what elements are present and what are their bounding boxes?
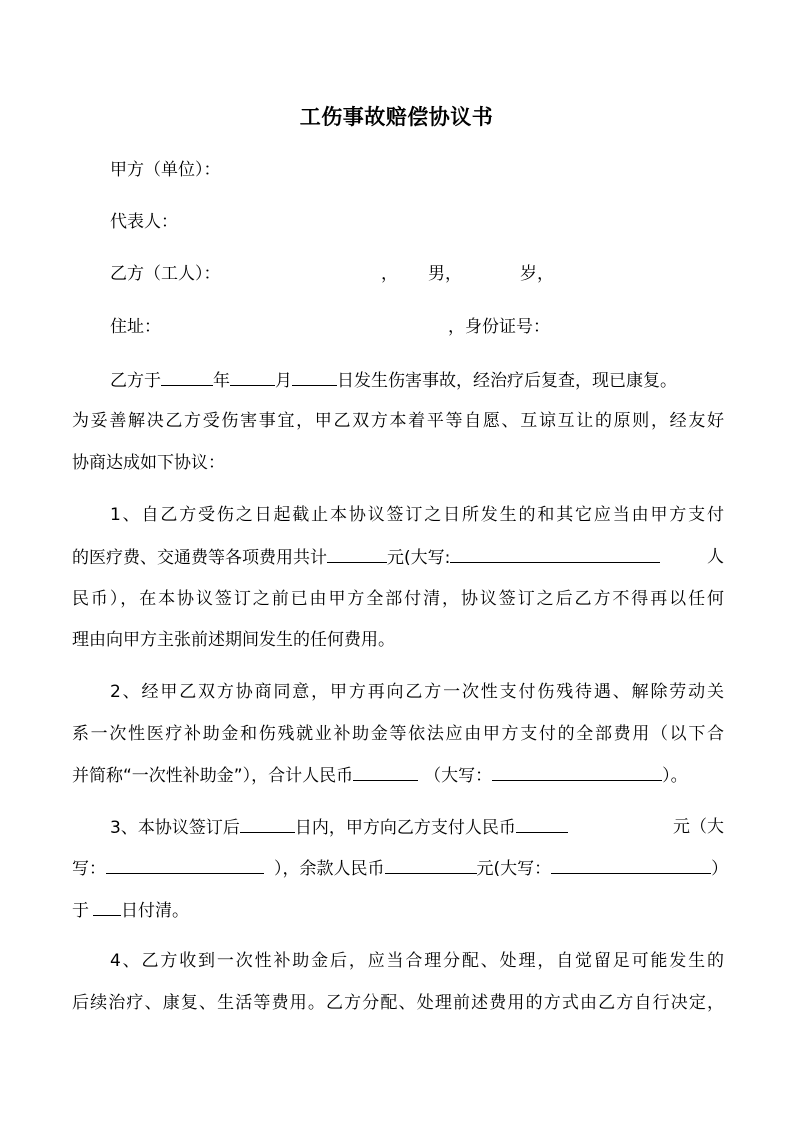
clause3-text-a: 3、本协议签订后	[110, 818, 240, 838]
clause3-text-c: 元（大	[673, 817, 724, 837]
clause2-text-b: （大写：	[424, 766, 493, 786]
clause2-line-2: 系一次性医疗补助金和伤残就业补助金等依法应由甲方支付的全部费用（以下合	[72, 724, 724, 744]
clause3-line-2	[72, 856, 729, 881]
clause2-line-3	[72, 763, 724, 788]
clause3-text-e: ），余款人民币	[274, 859, 385, 879]
blank-first-payment-capital	[106, 856, 264, 874]
clause1-line-3: 民币），在本协议签订之前已由甲方全部付清，协议签订之后乙方不得再以任何	[72, 589, 724, 609]
blank-total-fee	[327, 545, 387, 563]
party-a-label: 甲方（单位）：	[110, 160, 221, 180]
clause1-line-1: 1、自乙方受伤之日起截止本协议签订之日所发生的和其它应当由甲方支付	[110, 505, 724, 525]
clause1-text-a: 的医疗费、交通费等各项费用共计	[72, 548, 327, 568]
address-label: 住址：	[110, 317, 161, 337]
document-title: 工伤事故赔偿协议书	[299, 104, 494, 129]
blank-balance	[385, 856, 477, 874]
party-b-line	[110, 262, 724, 286]
clause3-text-g: ）	[711, 859, 729, 879]
blank-final-date	[93, 898, 121, 916]
blank-year	[161, 368, 213, 386]
clause3-text-b: 日内，甲方向乙方支付人民币	[294, 818, 516, 838]
intro-year-label: 年	[213, 371, 230, 391]
clause3-line-1	[110, 815, 724, 840]
intro-line-1	[110, 368, 724, 393]
clause3-line-3	[72, 898, 724, 923]
clause3-text-f: 元(大写：	[476, 859, 552, 879]
clause1-line-4: 理由向甲方主张前述期间发生的任何费用。	[72, 630, 395, 650]
clause1-line-2	[72, 545, 724, 570]
party-b-age: 岁，	[520, 264, 554, 284]
intro-line-2: 为妥善解决乙方受伤害事宜，甲乙双方本着平等自愿、互谅互让的原则，经友好	[72, 411, 724, 431]
blank-day	[292, 368, 337, 386]
clause3-text-d: 写：	[72, 859, 106, 879]
clause4-line-1: 4、乙方收到一次性补助金后，应当合理分配、处理，自觉留足可能发生的	[110, 951, 724, 971]
blank-lump-sum	[353, 763, 418, 781]
intro-text-a: 乙方于	[110, 371, 161, 391]
id-number-label: ，身份证号：	[448, 317, 550, 337]
clause3-text-h: 于	[72, 901, 89, 921]
party-b-label: 乙方（工人）：	[110, 264, 221, 284]
blank-total-fee-capital	[450, 545, 660, 563]
blank-month	[230, 368, 275, 386]
clause2-text-c: ）。	[662, 766, 688, 786]
address-line	[110, 315, 724, 339]
clause2-text-a: 并简称“一次性补助金”），合计人民币	[72, 766, 354, 786]
party-b-comma: ，	[381, 264, 398, 284]
clause4-line-2: 后续治疗、康复、生活等费用。乙方分配、处理前述费用的方式由乙方自行决定，	[72, 993, 724, 1013]
blank-balance-capital	[551, 856, 711, 874]
intro-month-label: 月	[275, 371, 292, 391]
clause2-line-1: 2、经甲乙双方协商同意，甲方再向乙方一次性支付伤残待遇、解除劳动关	[110, 682, 724, 702]
representative-label: 代表人：	[110, 212, 178, 232]
intro-line-3: 协商达成如下协议：	[72, 453, 225, 473]
intro-text-rest: 日发生伤害事故，经治疗后复查，现已康复。	[337, 371, 677, 391]
clause3-text-i: 日付清。	[121, 901, 189, 921]
blank-lump-sum-capital	[492, 763, 662, 781]
blank-first-payment	[516, 815, 568, 833]
clause1-text-c: 人	[707, 547, 724, 567]
party-b-gender: 男，	[428, 264, 462, 284]
blank-days	[240, 815, 295, 833]
clause1-text-b: 元(大写:	[387, 548, 451, 568]
